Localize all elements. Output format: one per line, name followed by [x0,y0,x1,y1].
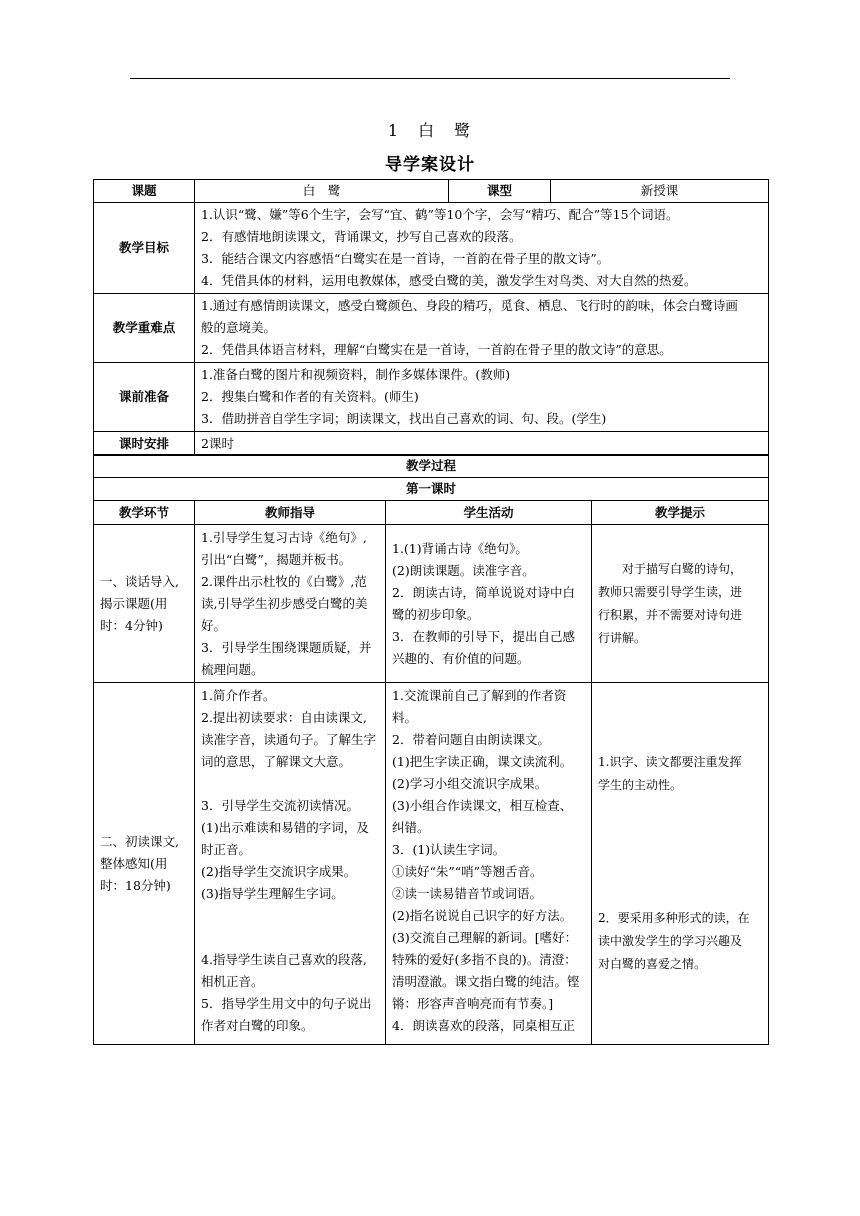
document-title: 导学案设计 [385,155,475,175]
stage-1-student: 1.(1)背诵古诗《绝句》。 (2)朗读课题。读准字音。 2．朗读古诗，简单说说对诗中白 鹭的初步印象。 3．在教师的引导下，提出自己感 兴趣的、有价值的问题。 [386,525,592,683]
prep-list [195,363,769,432]
prep-item: 1.准备白鹭的图片和视频资料，制作多媒体课件。(教师) [201,367,511,382]
key-point-line: 2．凭借具体语言材料，理解“白鹭实在是一首诗，一首韵在骨子里的散文诗”的意思。 [201,342,672,357]
stage-2-teacher: 1.简介作者。 2.提出初读要求：自由读课文, 读准字音，读通句子。了解生字 词的意思，了解课文大意。 3．引导学生交流初读情况。 (1)出示难读和易错的字词，及 时正音。 (2)指导学生交流识字成果。 (3)指导学生理解生字词。 4.指导学生读自己喜欢的段落, 相机正音。 5．指导学生用文中的句子说出 作者对白鹭的印象。 [195,683,386,1045]
stage-2-tip: 1.识字、读文都要注重发挥 学生的主动性。 2．要采用多种形式的读，在 读中激发学生的学习兴趣及 对白鹭的喜爱之情。 [592,683,769,1045]
header-rule [130,78,730,79]
goal-item: 1.认识“鹭、嫌”等6个生字，会写“宜、鹤”等10个字，会写“精巧、配合”等15个词语。 [201,207,679,222]
key-points-list [195,294,769,363]
topic-label: 课题 [94,180,195,203]
type-value: 新授课 [551,180,769,203]
key-point-line: 1.通过有感情朗读课文，感受白鹭颜色、身段的精巧，觅食、栖息、飞行时的韵味，体会白鹭诗画 [201,298,738,313]
topic-value: 白 鹭 [195,180,449,203]
stage-2-student: 1.交流课前自己了解到的作者资 料。 2．带着问题自由朗读课文。 (1)把生字读正确，课文读流利。 (2)学习小组交流识字成果。 (3)小组合作读课文，相互检查、 纠错。 3．(1)认读生字词。 ①读好“朱”“哨”等翘舌音。 ②读一读易错音节或词语。 (2)指名说说自己识字的好方法。 (3)交流自己理解的新词。[嗜好： 特殊的爱好(多指不良的)。清澄： 清明澄澈。课文指白鹭的纯洁。铿 锵：形容声音响亮而有节奏。] 4．朗读喜欢的段落，同桌相互正 [386,683,592,1045]
lesson-info-table [93,179,769,456]
process-title: 教学过程 [94,455,769,478]
prep-item: 2．搜集白鹭和作者的有关资料。(师生) [201,389,419,404]
col-header-stage: 教学环节 [94,501,195,525]
stage-2-name: 二、初读课文, 整体感知(用 时：18分钟) [94,683,195,1045]
goals-label: 教学目标 [94,203,195,294]
key-point-line: 般的意境美。 [201,320,277,335]
hours-label: 课时安排 [94,432,195,456]
prep-label: 课前准备 [94,363,195,432]
lesson-title: 1 白 鹭 [387,121,473,140]
stage-1-name: 一、谈话导入, 揭示课题(用 时：4分钟) [94,525,195,683]
goal-item: 2．有感情地朗读课文，背诵课文，抄写自己喜欢的段落。 [201,229,522,244]
col-header-tips: 教学提示 [592,501,769,525]
stage-1-teacher: 1.引导学生复习古诗《绝句》, 引出“白鹭”，揭题并板书。 2.课件出示杜牧的《白鹭》,范 读,引导学生初步感受白鹭的美 好。 3．引导学生围绕课题质疑，并 梳理问题。 [195,525,386,683]
goals-list [195,203,769,294]
type-label: 课型 [449,180,551,203]
key-points-label: 教学重难点 [94,294,195,363]
period-title: 第一课时 [94,478,769,501]
hours-value: 2课时 [195,432,769,456]
col-header-student: 学生活动 [386,501,592,525]
prep-item: 3．借助拼音自学生字词；朗读课文，找出自己喜欢的词、句、段。(学生) [201,411,607,426]
goal-item: 3．能结合课文内容感悟“白鹭实在是一首诗，一首韵在骨子里的散文诗”。 [201,251,610,266]
goal-item: 4．凭借具体的材料，运用电教媒体，感受白鹭的美，激发学生对鸟类、对大自然的热爱。 [201,273,697,288]
col-header-teacher: 教师指导 [195,501,386,525]
stage-1-tip: 对于描写白鹭的诗句， 教师只需要引导学生读，进 行积累，并不需要对诗句进 行讲解。 [592,525,769,683]
teaching-process-table [93,454,769,1045]
